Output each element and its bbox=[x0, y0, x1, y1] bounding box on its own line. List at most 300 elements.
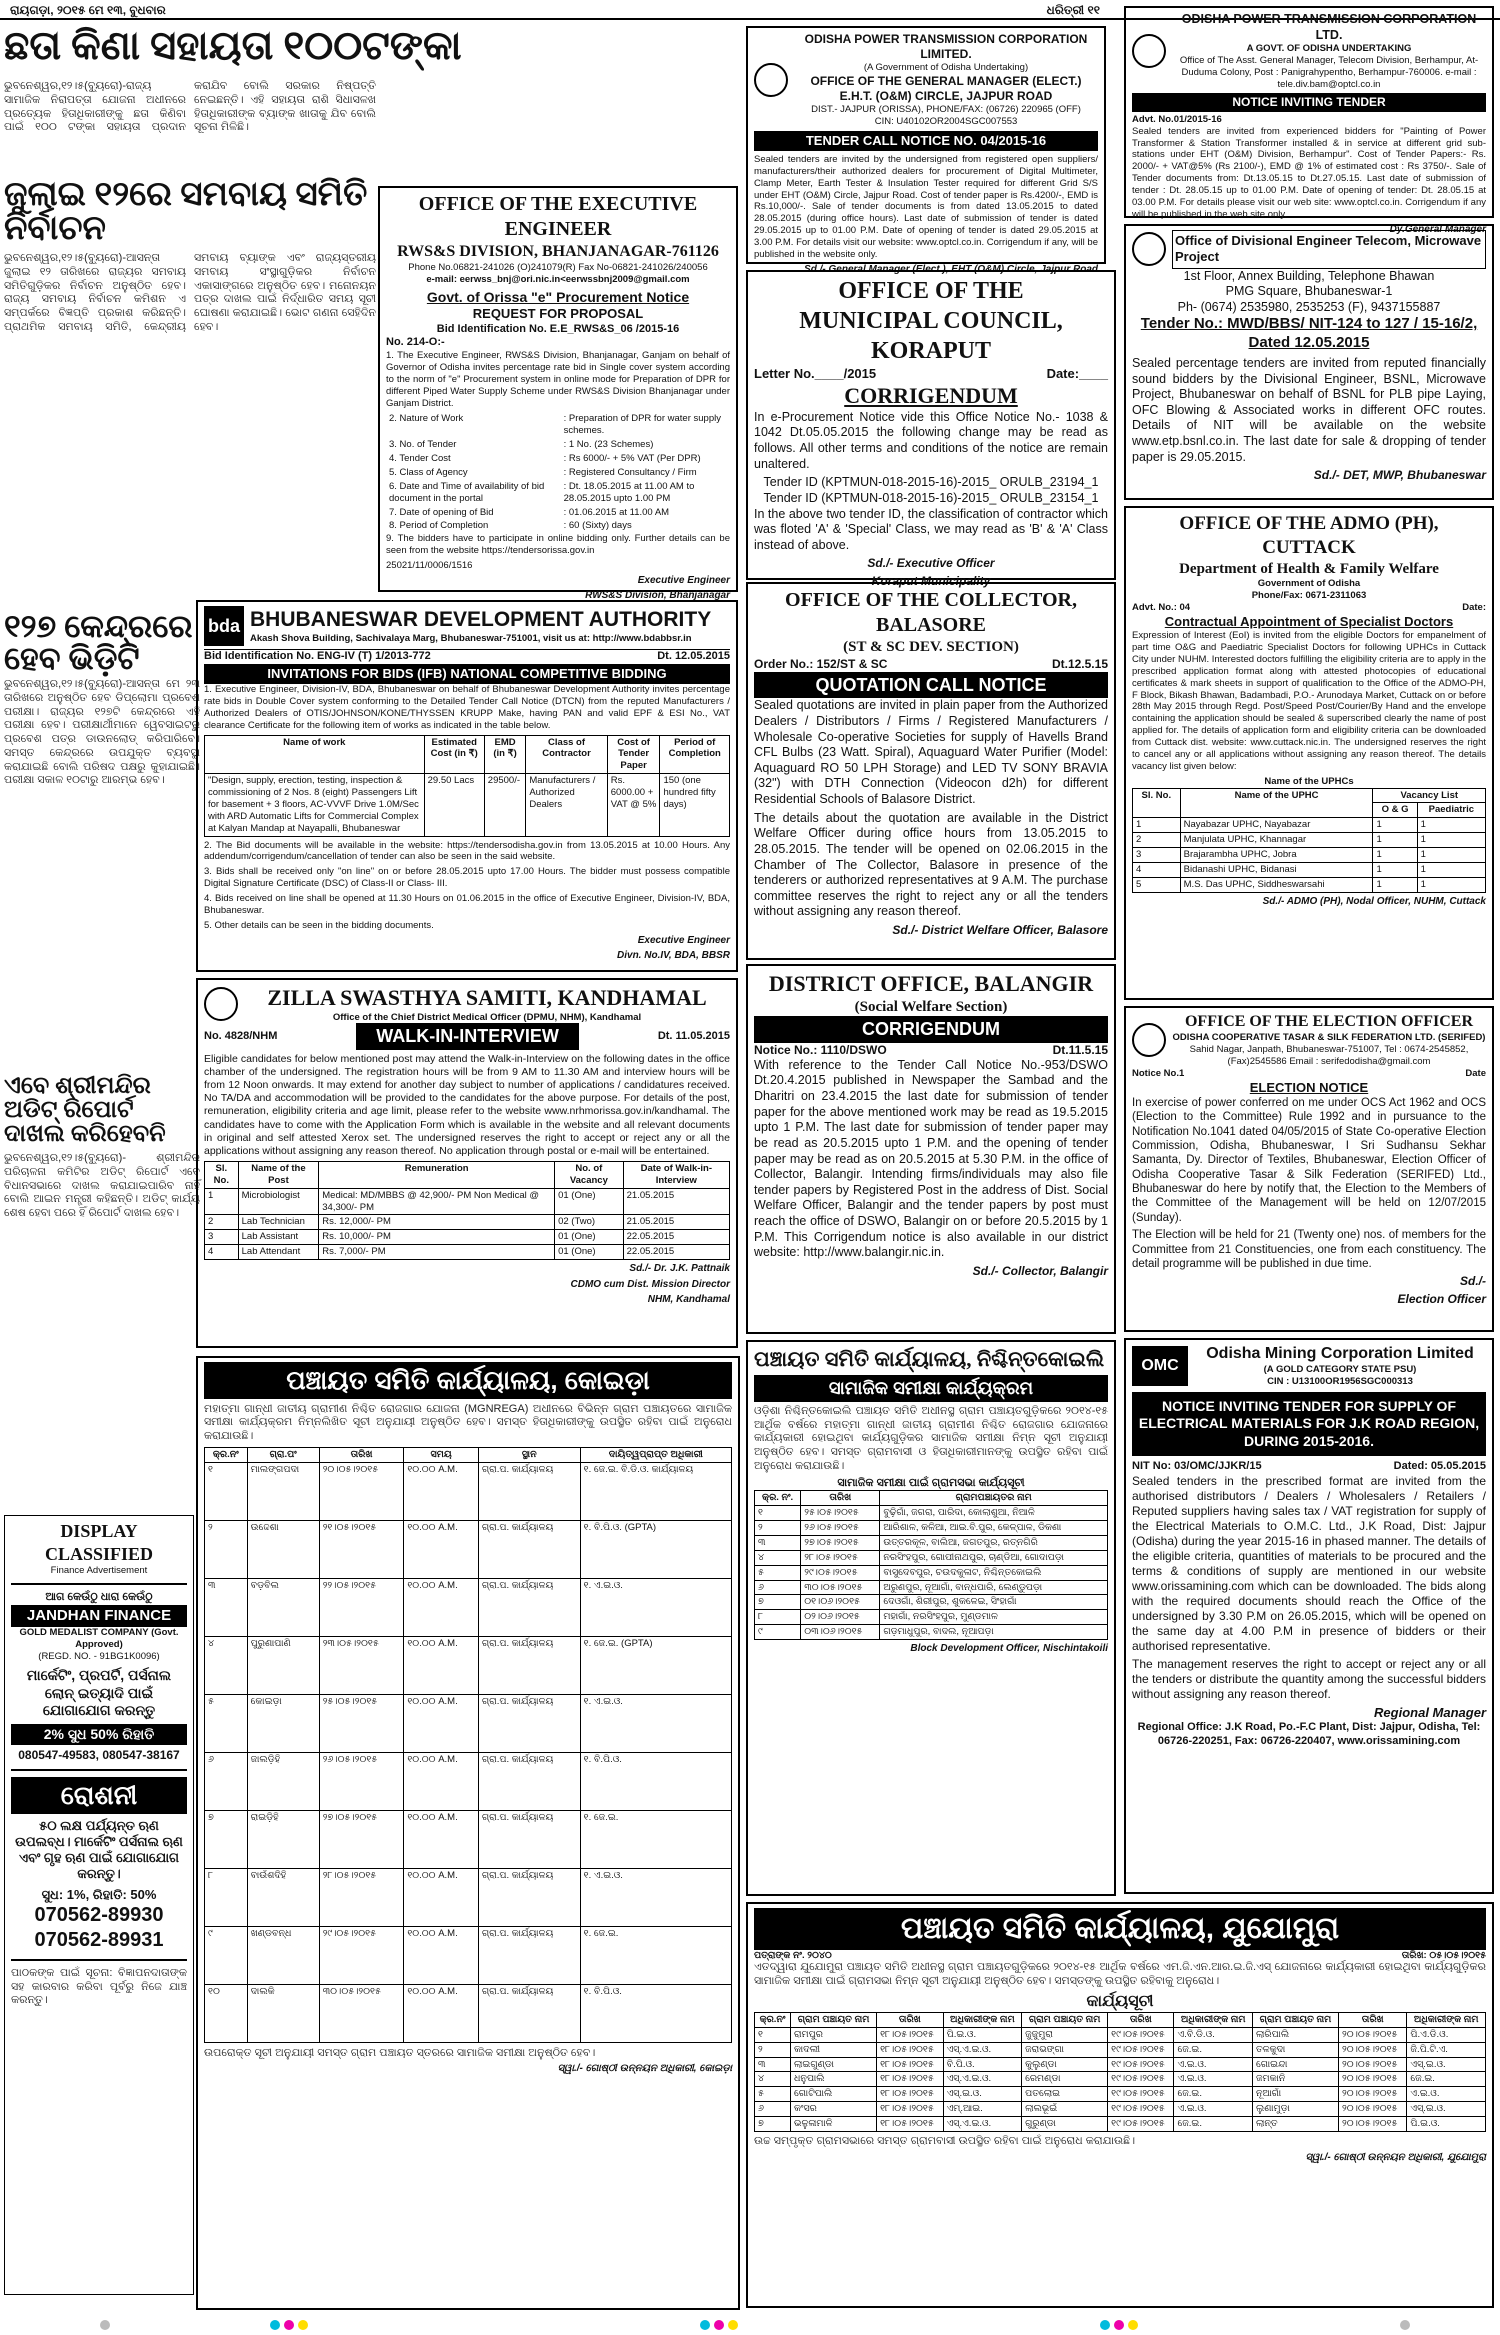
jandhan-odia: ମାର୍କେଟିଂ, ପ୍ରପର୍ଟି, ପର୍ସନାଲ ଲୋନ୍ ଇତ୍ୟାଦି ପାଇଁ ଯୋଗାଯୋଗ କରନ୍ତୁ bbox=[26, 1667, 172, 1718]
koraput-p1: In e-Procurement Notice vide this Office Notice No.- 1038 & 1042 Dt.05.05.2015 the following change may be read as follows. All other terms and conditions of the notice are remain unaltered. bbox=[754, 409, 1108, 471]
roshni-phone-2: 070562-89931 bbox=[34, 1928, 164, 1951]
bsnl-tender: Tender No.: MWD/BBS/ NIT-124 to 127 / 15-16/2, Dated 12.05.2015 bbox=[1140, 315, 1478, 352]
jujomura-body: ଏତଦ୍ୱାରା ଯୁଯୋମୁରା ପଞ୍ଚାୟତ ସମିତି ଅଧୀନସ୍ଥ ଗ୍ରାମ ପଞ୍ଚାୟତଗୁଡ଼ିକରେ ୨୦୧୪-୧୫ ଆର୍ଥିକ ବର୍ଷରେ ଏମ.ଜି.ଏନ.ଆର.ଇ.ଜି.ଏସ୍ ଯୋଜନାରେ କାର୍ଯ୍ୟକାରୀ ହୋଇଥିବା କାର୍ଯ୍ୟଗୁଡ଼ିକର ସାମାଜିକ ସମୀକ୍ଷା ପାଇଁ ଗ୍ରାମସଭା ନିମ୍ନ ସୂଚୀ ଅନୁଯାୟୀ ଅନୁଷ୍ଠିତ ହେବ। ସମସ୍ତଙ୍କୁ ଉପସ୍ଥିତ ରହିବାକୁ ଅନୁରୋଧ। bbox=[754, 1961, 1486, 1988]
balasore-t2: (ST & SC DEV. SECTION) bbox=[843, 639, 1019, 655]
koida-cell: ଜାଲଡ଼ିହି bbox=[247, 1752, 319, 1810]
bda-col: Estimated Cost (in ₹) bbox=[424, 735, 484, 774]
jujomura-cell: କଂସର bbox=[790, 2102, 876, 2117]
admo-cell: 1 bbox=[1373, 833, 1417, 848]
koida-cell: ବଡ଼ବିଲ bbox=[247, 1578, 319, 1636]
koida-row bbox=[205, 1926, 732, 1984]
jandhan-phone: 080547-49583, 080547-38167 bbox=[18, 1748, 180, 1762]
jujomura-cell: ଜେ.ଇ. bbox=[1174, 2042, 1252, 2057]
balasore-order: Order No.: 152/ST & SC bbox=[754, 656, 888, 671]
reg-mark bbox=[700, 2320, 710, 2330]
jandhan-rate: 2% ସୁଧ 50% ରିହାତି bbox=[11, 1724, 187, 1746]
koida-cell: ୨୨।୦୫।୨୦୧୫ bbox=[319, 1578, 404, 1636]
koida-col: ତାରିଖ bbox=[319, 1447, 404, 1462]
balangir-no: Notice No.: 1110/DSWO bbox=[754, 1042, 887, 1057]
omc-sig2: Regional Office: J.K Road, Po.-F.C Plant, Dist: Jajpur, Odisha, Tel: 06726-220251, Fax: 06726-220407, www.orissamining.com bbox=[1137, 1721, 1481, 1747]
bsnl-notice bbox=[1124, 224, 1494, 500]
jujomura-cell: ୨୦।୦୫।୨୦୧୫ bbox=[1339, 2117, 1407, 2132]
admo-cell: 1 bbox=[1417, 862, 1485, 877]
koida-cell: ୧୦.୦୦ A.M. bbox=[404, 1636, 479, 1694]
koida-cell: ୧୦.୦୦ A.M. bbox=[404, 1926, 479, 1984]
nischinta-tbl-title: ସାମାଜିକ ସମୀକ୍ଷା ପାଇଁ ଗ୍ରାମସଭା କାର୍ଯ୍ୟସୂଚୀ bbox=[837, 1476, 1025, 1489]
bda-n3: 3. Bids shall be received only "on line" on or before 28.05.2015 upto 17.00 Hours. The bidder must possess compatible Digital Signature Certificate (DSC) of Class-II or Class- III. bbox=[204, 866, 730, 890]
bsnl-t2: 1st Floor, Annex Building, Telephone Bhawan bbox=[1183, 268, 1435, 283]
koida-head: ପଞ୍ଚାୟତ ସମିତି କାର୍ଯ୍ୟାଳୟ, କୋଇଡ଼ା bbox=[204, 1362, 732, 1399]
jujomura-cell: ଏମ୍.ଆଇ. bbox=[943, 2102, 1021, 2117]
bda-sig: Executive Engineer bbox=[637, 934, 730, 946]
admo-row bbox=[1133, 818, 1486, 833]
optcl1-t1: ODISHA POWER TRANSMISSION CORPORATION LIMITED. bbox=[804, 32, 1088, 61]
optcl2-sig: Dy.General Manager bbox=[1389, 223, 1486, 235]
jujomura-cell: ପତଲୋଇ bbox=[1022, 2087, 1108, 2102]
rws-details bbox=[386, 412, 730, 533]
election-sig: Sd./- bbox=[1460, 1274, 1486, 1289]
optcl2-t1: ODISHA POWER TRANSMISSION CORPORATION LTD. bbox=[1181, 12, 1477, 42]
admo-cell: 3 bbox=[1133, 848, 1181, 863]
jujomura-row bbox=[755, 2042, 1486, 2057]
optcl2-body: Sealed tenders are invited from experienced bidders for "Painting of Power Transformer & Station Transformer installed & in service at different grid sub-stations under EHT (O&M) Division, Berhampur". Cost of Tender Papers:- Rs. 2000/- + VAT@5% (Rs 2100/-), EMD @ 1% of estimated cost : Rs 3750/-. Sale of Tender documents from: Dt.13.05.15 to Dt.27.05.15. Last date of submission of tender : Dt. 28.05.15 up to 01.00 P.M. Date of opening of tender: Dt. 28.05.15 at 03.00 P.M. For details please visit our web site: www.optcl.co.in. Corrigendum if any will be published in the web site only. bbox=[1132, 125, 1486, 220]
jujomura-cell: ପି.ଏ.ଡି.ଓ. bbox=[1407, 2027, 1486, 2042]
rws-cell: : 1 No. (23 Schemes) bbox=[563, 439, 654, 451]
headline-exam: ୧୨୭ କେନ୍ଦ୍ରରେ ହେବ ଭିଡ଼ିଟି bbox=[4, 608, 193, 676]
omc-t1: Odisha Mining Corporation Limited bbox=[1206, 1345, 1474, 1362]
koraput-sig: Sd./- Executive Officer bbox=[867, 556, 995, 571]
jujomura-cell: ଏସ୍.ଏ.ଇ.ଓ. bbox=[943, 2072, 1021, 2087]
jujomura-cell: ୩ bbox=[755, 2057, 791, 2072]
jandhan-head: ଆଗ କେଉଁଠୁ ଧାରା କେଉଁଠୁ bbox=[45, 1590, 153, 1603]
admo-t2: Department of Health & Family Welfare bbox=[1179, 560, 1439, 577]
jujomura-cell: ନୂଆଗାଁ bbox=[1252, 2087, 1338, 2102]
koraput-tender-id: Tender ID (KPTMUN-018-2015-16)-2015_ ORULB_23194_1 bbox=[763, 475, 1099, 490]
koida-row bbox=[205, 1810, 732, 1868]
reg-mark bbox=[1400, 2320, 1410, 2330]
zss-cell: Lab Technician bbox=[238, 1215, 319, 1230]
rws-cell: : Rs 6000/- + 5% VAT (Per DPR) bbox=[563, 453, 701, 464]
jujomura-cell: ୧୮।୦୫।୨୦୧୫ bbox=[877, 2027, 944, 2042]
jujomura-cell: ଭଳୁଳାମାଳି bbox=[790, 2117, 876, 2132]
jujomura-col: କ୍ର.ନଂ bbox=[755, 2012, 791, 2027]
reg-mark bbox=[1128, 2320, 1138, 2330]
classified-sub: Finance Advertisement bbox=[50, 1565, 148, 1576]
admo-cell: 1 bbox=[1373, 862, 1417, 877]
bsnl-t3: PMG Square, Bhubaneswar-1 bbox=[1225, 284, 1393, 299]
balangir-sig: Sd./- Collector, Balangir bbox=[972, 1263, 1108, 1278]
jujomura-cell: ବି.ପି.ଓ. bbox=[943, 2057, 1021, 2072]
balangir-notice bbox=[746, 964, 1116, 1334]
koida-cell: ୩୦।୦୫।୨୦୧୫ bbox=[319, 1984, 404, 2042]
balangir-date: Dt.11.5.15 bbox=[1052, 1042, 1108, 1057]
zss-cell: 22.05.2015 bbox=[623, 1230, 729, 1245]
nischinta-cell: ୭ bbox=[755, 1595, 801, 1610]
bda-cell: 150 (one hundred fifty days) bbox=[660, 774, 730, 836]
optcl1-t4: E.H.T. (O&M) CIRCLE, JAJPUR ROAD bbox=[839, 88, 1053, 103]
rws-subtitle: RWS&S DIVISION, BHANJANAGAR-761126 bbox=[397, 243, 719, 260]
rws-cell: : 60 (Sixty) days bbox=[563, 520, 632, 532]
nischinta-sub: ସାମାଜିକ ସମୀକ୍ଷା କାର୍ଯ୍ୟକ୍ରମ bbox=[754, 1375, 1108, 1402]
admo-col-name: Name of the UPHC bbox=[1180, 788, 1373, 818]
koida-cell: ୫ bbox=[205, 1694, 248, 1752]
balasore-body: Sealed quotations are invited in plain paper from the Authorized Dealers / Distributors / Firms / Registered Manufacturers / Wholesale Co-operative Societies for supply of Havells Brand CFL Bulbs (23 Watt. Spiral), Aquaguard Water Purifier (Model: Aquaguard RO 50 LPH Storage) and LED TV SONY BRAVIA (32") with DTH Connection (Videocon d2h) for different Residential Schools of Balasore District. bbox=[754, 698, 1108, 806]
jujomura-row bbox=[755, 2072, 1486, 2087]
jujomura-row bbox=[755, 2117, 1486, 2132]
nischinta-cell: ୩ bbox=[755, 1535, 801, 1550]
jujomura-head: ପଞ୍ଚାୟତ ସମିତି କାର୍ଯ୍ୟାଳୟ, ଯୁଯୋମୁରା bbox=[754, 1908, 1486, 1950]
zss-walkin: WALK-IN-INTERVIEW bbox=[356, 1023, 579, 1050]
classified-note: ପାଠକଙ୍କ ପାଇଁ ସୂଚନା: ବିଜ୍ଞାପନଦାତାଙ୍କ ସହ କାରବାର କରିବା ପୂର୍ବରୁ ନିଜେ ଯାଞ୍ଚ କରନ୍ତୁ। bbox=[11, 1966, 187, 2007]
jujomura-cell: ଏସ୍.ଇ.ଓ. bbox=[1407, 2057, 1486, 2072]
jujomura-col: ଅଧିକାରୀଙ୍କ ନାମ bbox=[1174, 2012, 1252, 2027]
jujomura-cell: ୫ bbox=[755, 2087, 791, 2102]
zss-subtitle: Office of the Chief District Medical Officer (DPMU, NHM), Kandhamal bbox=[332, 1011, 642, 1023]
jujomura-cell: ୧୮।୦୫।୨୦୧୫ bbox=[877, 2057, 944, 2072]
omc-nit: NIT No: 03/OMC/JJKR/15 bbox=[1132, 1460, 1262, 1473]
election-t1: OFFICE OF THE ELECTION OFFICER bbox=[1184, 1013, 1474, 1030]
article-cooperative: ଭୁବନେଶ୍ୱର,୧୨।୫(ବ୍ୟୁରୋ)-ଆସନ୍ତା ଜୁଲାଇ ୧୨ ତାରିଖରେ ରାଜ୍ୟର ସମବାୟ ସମିତିଗୁଡ଼ିକର ନିର୍ବାଚନ ଅନୁଷ୍ଠିତ ହେବ। ରାଜ୍ୟ ସମବାୟ ନିର୍ବାଚନ କମିଶନ ଏ ସମ୍ପର୍କରେ ବିଜ୍ଞପ୍ତି ପ୍ରକାଶ କରିଛନ୍ତି। ପ୍ରାଥମିକ ସମବାୟ ସମିତି, କେନ୍ଦ୍ରୀୟ ସମବାୟ ବ୍ୟାଙ୍କ ଏବଂ ରାଜ୍ୟସ୍ତରୀୟ ସମବାୟ ସଂସ୍ଥାଗୁଡ଼ିକର ନିର୍ବାଚନ ଏକାସାଙ୍ଗରେ ଅନୁଷ୍ଠିତ ହେବ। ମନୋନୟନ ପତ୍ର ଦାଖଲ ପାଇଁ ନିର୍ଦ୍ଧାରିତ ସମୟ ସୂଚୀ ଘୋଷଣା କରାଯାଇଛି। ଭୋଟ ଗଣନା ସେହିଦିନ ହେବ। bbox=[4, 252, 376, 333]
rws-row bbox=[386, 506, 730, 520]
bda-title: BHUBANESWAR DEVELOPMENT AUTHORITY bbox=[250, 607, 712, 631]
zss-notice bbox=[196, 978, 738, 1348]
optcl-berhampur-notice bbox=[1124, 6, 1494, 235]
optcl-logo-2 bbox=[1132, 34, 1166, 68]
koida-col: ସ୍ଥାନ bbox=[478, 1447, 580, 1462]
rws-notice bbox=[378, 186, 738, 602]
election-notice bbox=[1124, 1006, 1494, 1332]
article-umbrella: ଭୁବନେଶ୍ୱର,୧୨।୫(ବ୍ୟୁରୋ)-ରାଜ୍ୟ ସାମାଜିକ ନିରାପତ୍ତା ଯୋଜନା ଅଧୀନରେ ପ୍ରତ୍ୟେକ ହିତାଧିକାରୀଙ୍କୁ ଛତା କିଣିବା ପାଇଁ ୧୦୦ ଟଙ୍କା ସହାୟତା ପ୍ରଦାନ କରାଯିବ ବୋଲି ସରକାର ନିଷ୍ପତ୍ତି ନେଇଛନ୍ତି। ଏହି ସହାୟତା ରାଶି ସିଧାସଳଖ ହିତାଧିକାରୀଙ୍କ ବ୍ୟାଙ୍କ ଖାତାକୁ ଯିବ ବୋଲି ସୂଚନା ମିଳିଛି। bbox=[4, 80, 376, 134]
koida-row bbox=[205, 1578, 732, 1636]
election-t3: Sahid Nagar, Janpath, Bhubaneswar-751007, Tel : 0674-2545852, (Fax)2545586 Email : serifedodisha@gmail.com bbox=[1189, 1043, 1469, 1067]
zss-col: Date of Walk-in-Interview bbox=[623, 1161, 729, 1188]
bda-col: Name of work bbox=[205, 735, 425, 774]
koraput-notice bbox=[746, 270, 1116, 589]
admo-cell: Nayabazar UPHC, Nayabazar bbox=[1180, 818, 1373, 833]
nischinta-cell: ୬ bbox=[755, 1580, 801, 1595]
jujomura-cell: ୨୦।୦୫।୨୦୧୫ bbox=[1339, 2072, 1407, 2087]
jujomura-notice bbox=[746, 1902, 1494, 2308]
koida-cell: ଦାଲକି bbox=[247, 1984, 319, 2042]
jandhan-name: JANDHAN FINANCE bbox=[11, 1605, 187, 1628]
rws-head2: REQUEST FOR PROPOSAL bbox=[472, 306, 644, 322]
admo-t3: Government of Odisha bbox=[1257, 578, 1361, 590]
bda-cell: Rs. 6000.00 + VAT @ 5% bbox=[607, 774, 660, 836]
nischinta-cell: ୪ bbox=[755, 1550, 801, 1565]
bda-n5: 5. Other details can be seen in the bidding documents. bbox=[204, 919, 434, 931]
zss-sig: Sd./- Dr. J.K. Pattnaik bbox=[629, 1263, 730, 1274]
zss-row bbox=[205, 1215, 730, 1230]
zss-cell: 4 bbox=[205, 1245, 239, 1260]
zss-cell: 1 bbox=[205, 1188, 239, 1215]
nischinta-row bbox=[755, 1580, 1108, 1595]
jujomura-col: ଗ୍ରାମ ପଞ୍ଚାୟତ ନାମ bbox=[1252, 2012, 1338, 2027]
jujomura-date: ତାରିଖ: ୦୫।୦୫।୨୦୧୫ bbox=[1401, 1949, 1486, 1961]
reg-mark bbox=[714, 2320, 724, 2330]
rws-email: e-mail: eerwss_bnj@ori.nic.in<eerwssbnj2009@gmail.com bbox=[426, 273, 690, 285]
zss-cell: 01 (One) bbox=[555, 1245, 624, 1260]
headline-temple-audit: ଏବେ ଶ୍ରୀମନ୍ଦିର ଅଡିଟ୍ ରିପୋର୍ଟ ଦାଖଲ କରିହେବନି bbox=[4, 1073, 166, 1147]
admo-cell: M.S. Das UPHC, Siddheswarsahi bbox=[1180, 877, 1373, 892]
zss-row bbox=[205, 1230, 730, 1245]
nischinta-cell: ୨୬।୦୫।୨୦୧୫ bbox=[801, 1521, 880, 1536]
koida-cell: ୧ bbox=[205, 1462, 248, 1520]
nischinta-cell: ଅରୁଣପୁର, ନୂଆଗାଁ, ବାନ୍ଧପାରି, ଲେଣ୍ଡୁପଡ଼ା bbox=[880, 1580, 1108, 1595]
koida-cell: ୨୦।୦୫।୨୦୧୫ bbox=[319, 1462, 404, 1520]
zss-cell: 01 (One) bbox=[555, 1230, 624, 1245]
nischinta-body: ଓଡ଼ିଶା ନିଶ୍ଚିନ୍ତକୋଇଲି ପଞ୍ଚାୟତ ସମିତି ଅଧୀନସ୍ଥ ଗ୍ରାମ ପଞ୍ଚାୟତଗୁଡ଼ିକରେ ୨୦୧୪-୧୫ ଆର୍ଥିକ ବର୍ଷରେ ମହାତ୍ମା ଗାନ୍ଧୀ ଜାତୀୟ ଗ୍ରାମୀଣ ନିଶ୍ଚିତ ରୋଜଗାର ଯୋଜନାରେ କାର୍ଯ୍ୟକାରୀ ହୋଇଥିବା କାର୍ଯ୍ୟଗୁଡ଼ିକର ସାମାଜିକ ସମୀକ୍ଷା ନିମ୍ନ ସୂଚୀ ଅନୁଯାୟୀ ଅନୁଷ୍ଠିତ ହେବ। ସମସ୍ତ ଗ୍ରାମବାସୀ ଓ ହିତାଧିକାରୀମାନଙ୍କୁ ଉପସ୍ଥିତ ରହିବା ପାଇଁ ଅନୁରୋଧ କରାଯାଉଛି। bbox=[754, 1404, 1108, 1472]
zss-cell: Rs. 10,000/- PM bbox=[319, 1230, 555, 1245]
admo-body: Expression of Interest (EoI) is invited from the eligible Doctors for empanelment of part time O&G and Paediatric Specialist Doctors for following UPHCs in Cuttack City under NUHM. Interested doctors fulfilling the eligibility criteria are to apply in the prescribed application format along with attested photocopies of educational certificates & mark sheets in support of qualification to the Office of the ADMO-PH, F Block, Bikash Bhawan, Badambadi, P.O.- Arunodaya Market, Cuttack on or before 28th May 2015 through Regd. Post/Speed Post/Courier/By Hand and the envelope containing the application should be sealed & superscribed clearly the name of post applied for. The details of application form and eligibility criteria can be downloaded from Cuttack dist. website: www.cuttack.nic.in. The undersigned reserves the right to cancel any or all applications without assigning any reason thereof. The details vacancy list given below: bbox=[1132, 630, 1486, 772]
bda-table bbox=[204, 735, 730, 837]
koida-cell: ୧. ଜେ.ଇ. bbox=[580, 1926, 731, 1984]
bda-cell: "Design, supply, erection, testing, inspection & commissioning of 2 Nos. 8 (eight) Passengers Lift for basement + 3 floors, AC-VVVF Drive 1.0M/Sec with ARD Automatic Lifts for Commercial Complex at Kalyan Mandap at Nayapalli, Bhubaneswar bbox=[205, 774, 425, 836]
news-column-lower bbox=[4, 610, 200, 1610]
zss-cell: 02 (Two) bbox=[555, 1215, 624, 1230]
nischinta-cell: ୨୫।୦୫।୨୦୧୫ bbox=[801, 1506, 880, 1521]
jujomura-cell: ଲାଲଭୂଇଁ bbox=[1022, 2102, 1108, 2117]
jujomura-col: ତାରିଖ bbox=[1339, 2012, 1407, 2027]
jujomura-col: ଅଧିକାରୀଙ୍କ ନାମ bbox=[943, 2012, 1021, 2027]
admo-cell: Brajarambha UPHC, Jobra bbox=[1180, 848, 1373, 863]
koida-cell: ଗ୍ରା.ପ. କାର୍ଯ୍ୟାଳୟ bbox=[478, 1868, 580, 1926]
koida-cell: ଗ୍ରା.ପ. କାର୍ଯ୍ୟାଳୟ bbox=[478, 1926, 580, 1984]
jujomura-cell: ପି.ଇ.ଓ. bbox=[943, 2027, 1021, 2042]
admo-notice bbox=[1124, 506, 1494, 1000]
bda-col: Cost of Tender Paper bbox=[607, 735, 660, 774]
koraput-t2: MUNICIPAL COUNCIL, KORAPUT bbox=[799, 308, 1063, 364]
nischinta-col: ଗ୍ରାମପଞ୍ଚାୟତର ନାମ bbox=[880, 1491, 1108, 1506]
admo-cell: 2 bbox=[1133, 833, 1181, 848]
jandhan-sub: GOLD MEDALIST COMPANY (Govt. Approved) bbox=[19, 1627, 179, 1651]
reg-mark bbox=[728, 2320, 738, 2330]
rws-row bbox=[386, 452, 730, 466]
roshni-name: ରୋଶନୀ bbox=[11, 1777, 187, 1814]
zss-cell: Rs. 7,000/- PM bbox=[319, 1245, 555, 1260]
koida-cell: ୨୫।୦୫।୨୦୧୫ bbox=[319, 1694, 404, 1752]
balangir-corr: CORRIGENDUM bbox=[754, 1016, 1108, 1043]
jujomura-cell: ୪ bbox=[755, 2072, 791, 2087]
nischinta-cell: ୮ bbox=[755, 1610, 801, 1625]
omc-body: Sealed tenders in the prescribed format are invited from the authorised distributors / Dealers / Wholesalers / Retailers / Reputed suppliers having sales tax / VAT registration for supply of the Electrical Materials to O.M.C. Ltd., J.K Road, Dist: Jajpur (Odisha) during the year 2015-16 in phased manner. The details of the eligible criteria, quantities of materials to be procured and the terms & conditions of supply are mentioned in our website www.orissamining.com which can be downloaded. The bids along with the required documents should reach the Office of the undersigned by 3.30 P.M on 26.05.2015, which will be opened on the same day at 4.00 P.M in presence of bidders or their authorised representative. bbox=[1132, 1474, 1486, 1653]
jujomura-cell: ଲାଇଗୁଣ୍ଡା bbox=[790, 2057, 876, 2072]
jujomura-col: ଅଧିକାରୀଙ୍କ ନାମ bbox=[1407, 2012, 1486, 2027]
koida-cell: ବାଉଁଶଦିହି bbox=[247, 1868, 319, 1926]
jujomura-cell: ୧୮।୦୫।୨୦୧୫ bbox=[877, 2042, 944, 2057]
election-body: In exercise of power conferred on me under OCS Act 1962 and OCS (Election to the Committee) Rule 1992 and in pursuance to the Notification No.1041 dated 04/05/2015 of State Co-operative Election Commission, Odisha, Bhubaneswar, I Sri Sudhansu Sekhar Samanta, Dy. Director of Textiles, Bhubaneswar, Election Officer of Odisha Cooperative Tasar & Silk Federation (SERIFED) Ltd., Bhubaneswar do here by notify that, the Election to the Members of the Committee of the Management will be held on 12/07/2015 (Sunday). bbox=[1132, 1096, 1486, 1224]
koida-col: କ୍ର.ନଂ bbox=[205, 1447, 248, 1462]
display-classified bbox=[4, 1515, 194, 2295]
koraput-t1: OFFICE OF THE bbox=[838, 278, 1024, 304]
koida-cell: ୧୦.୦୦ A.M. bbox=[404, 1694, 479, 1752]
omc-head: NOTICE INVITING TENDER FOR SUPPLY OF ELECTRICAL MATERIALS FOR J.K ROAD REGION, DURING 2015-2016. bbox=[1132, 1392, 1486, 1457]
omc-logo: OMC bbox=[1132, 1346, 1188, 1386]
bda-p1: 1. Executive Engineer, Division-IV, BDA, Bhubaneswar on behalf of Bhubaneswar Development Authority invites percentage rate bids in Double Cover system conforming to the Detailed Tender Call Notice (DTCN) from the reputed Manufacturers / Authorized Dealers of OTIS/JOHNSON/KONE/THYSSEN KRUPP Make, having PAN and valid EPF & ESI No., VAT clearance Certificate for the following item of works as indicated in the table below. bbox=[204, 684, 730, 731]
reg-mark bbox=[284, 2320, 294, 2330]
jujomura-cell: ଏସ୍.ଇ.ଓ. bbox=[1407, 2102, 1486, 2117]
jujomura-cell: ଗୋଇନ୍ଦା bbox=[1252, 2057, 1338, 2072]
bda-cell: 29500/- bbox=[484, 774, 526, 836]
optcl1-t5: DIST.- JAJPUR (ORISSA), PHONE/FAX: (06726) 220965 (OFF) bbox=[811, 103, 1081, 115]
zss-row bbox=[205, 1245, 730, 1260]
koida-row bbox=[205, 1984, 732, 2042]
koida-cell: ୧. ଜେ.ଇ. ବି.ଡି.ଓ. କାର୍ଯ୍ୟାଳୟ bbox=[580, 1462, 731, 1520]
zss-col: No. of Vacancy bbox=[555, 1161, 624, 1188]
admo-cell: 1 bbox=[1417, 877, 1485, 892]
koida-cell: ଗ୍ରା.ପ. କାର୍ଯ୍ୟାଳୟ bbox=[478, 1752, 580, 1810]
reg-mark bbox=[298, 2320, 308, 2330]
rws-cell: 6. Date and Time of availability of bid document in the portal bbox=[389, 480, 545, 504]
admo-cell: Bidanashi UPHC, Bidanasi bbox=[1180, 862, 1373, 877]
zss-cell: 3 bbox=[205, 1230, 239, 1245]
koida-cell: ୨ bbox=[205, 1520, 248, 1578]
admo-date: Date: bbox=[1462, 602, 1486, 613]
koida-cell: ୮ bbox=[205, 1868, 248, 1926]
nischinta-row bbox=[755, 1595, 1108, 1610]
bda-col: EMD (in ₹) bbox=[484, 735, 526, 774]
jujomura-cell: ୭ bbox=[755, 2117, 791, 2132]
nischinta-col: କ୍ର. ନଂ. bbox=[755, 1491, 801, 1506]
nischinta-cell: ବୁଢ଼ିଗାଁ, ଜଗରା, ପାରିଦା, କୋଲାଶୁଆ, ନିଆଳି bbox=[880, 1506, 1108, 1521]
jujomura-cell: ଜମକାନି bbox=[1252, 2072, 1338, 2087]
jujomura-cell: ଜେ.ଇ. bbox=[1407, 2072, 1486, 2087]
bda-cell: 29.50 Lacs bbox=[424, 774, 484, 836]
koida-cell: ୧୦ bbox=[205, 1984, 248, 2042]
koida-cell: ୪ bbox=[205, 1636, 248, 1694]
koida-cell: ୨୩।୦୫।୨୦୧୫ bbox=[319, 1636, 404, 1694]
rws-sig2: RWS&S Division, Bhanjanagar bbox=[585, 590, 730, 602]
admo-t1: OFFICE OF THE ADMO (PH), CUTTACK bbox=[1179, 513, 1439, 558]
koida-cell: ଉଦ୍ଦେଶା bbox=[247, 1520, 319, 1578]
bsnl-logo bbox=[1132, 232, 1166, 266]
balasore-t1: OFFICE OF THE COLLECTOR, BALASORE bbox=[785, 589, 1077, 636]
koraput-date: Date:____ bbox=[1046, 366, 1108, 381]
rws-sig: Executive Engineer bbox=[637, 574, 730, 586]
koida-body: ମହାତ୍ମା ଗାନ୍ଧୀ ଜାତୀୟ ଗ୍ରାମୀଣ ନିଶ୍ଚିତ ରୋଜଗାର ଯୋଜନା (MGNREGA) ଅଧୀନରେ ବିଭିନ୍ନ ଗ୍ରାମ ପଞ୍ଚାୟତରେ ସାମାଜିକ ସମୀକ୍ଷା କାର୍ଯ୍ୟକ୍ରମ ନିମ୍ନଲିଖିତ ସୂଚୀ ଅନୁଯାୟୀ ଅନୁଷ୍ଠିତ ହେବ। ସମସ୍ତ ହିତାଧିକାରୀଙ୍କୁ ଉପସ୍ଥିତ ରହିବା ପାଇଁ ଅନୁରୋଧ କରାଯାଉଛି। bbox=[204, 1402, 732, 1442]
jujomura-cell: ଜେ.ଇ. bbox=[1174, 2087, 1252, 2102]
zss-sig2: CDMO cum Dist. Mission Director bbox=[570, 1278, 730, 1290]
optcl-jajpur-notice bbox=[746, 26, 1106, 275]
admo-sig: Sd./- ADMO (PH), Nodal Officer, NUHM, Cuttack bbox=[1262, 895, 1486, 907]
koida-cell: ଗ୍ରା.ପ. କାର୍ଯ୍ୟାଳୟ bbox=[478, 1984, 580, 2042]
rws-title: OFFICE OF THE EXECUTIVE ENGINEER bbox=[418, 193, 698, 240]
jujomura-cell: ୧୮।୦୫।୨୦୧୫ bbox=[877, 2102, 944, 2117]
koida-cell: ପୁରୁଣାପାଣି bbox=[247, 1636, 319, 1694]
jujomura-row bbox=[755, 2027, 1486, 2042]
election-t2: ODISHA COOPERATIVE TASAR & SILK FEDERATION LTD. (SERIFED) bbox=[1172, 1032, 1486, 1043]
zss-table bbox=[204, 1161, 730, 1260]
nischinta-cell: ୨୭।୦୫।୨୦୧୫ bbox=[801, 1535, 880, 1550]
bsnl-sig: Sd./- DET, MWP, Bhubaneswar bbox=[1313, 468, 1486, 483]
zss-cell: 21.05.2015 bbox=[623, 1188, 729, 1215]
election-sig2: Election Officer bbox=[1397, 1292, 1486, 1307]
admo-cell: 1 bbox=[1133, 818, 1181, 833]
rws-p1: 1. The Executive Engineer, RWS&S Division, Bhanjanagar, Ganjam on behalf of Governor of Odisha invites percentage rate bid in Single cover system according to the norm of "e" Procurement system in online mode for Preparation of DPR for different Piped Water Supply Scheme under RWS&S Division Bhanjanagar under Ganjam District. bbox=[386, 350, 730, 409]
koida-cell: ୭ bbox=[205, 1810, 248, 1868]
headline-umbrella: ଛତା କିଣା ସହାୟତା ୧୦୦ଟଙ୍କା bbox=[4, 23, 462, 68]
jujomura-cell: ୨୦।୦୫।୨୦୧୫ bbox=[1339, 2042, 1407, 2057]
optcl2-adv: Advt. No.01/2015-16 bbox=[1132, 113, 1222, 125]
rws-ref: 25021/11/0006/1516 bbox=[386, 560, 473, 571]
koida-cell: ୧. ବି.ପି.ଓ. bbox=[580, 1984, 731, 2042]
nischinta-head: ପଞ୍ଚାୟତ ସମିତି କାର୍ଯ୍ୟାଳୟ, ନିଶ୍ଚିନ୍ତକୋଇଲି bbox=[754, 1347, 1105, 1371]
jujomura-cell: ୧୯।୦୫।୨୦୧୫ bbox=[1108, 2072, 1174, 2087]
nischinta-row bbox=[755, 1610, 1108, 1625]
zss-row bbox=[205, 1188, 730, 1215]
koida-row bbox=[205, 1752, 732, 1810]
koida-cell: ୧. ଜେ.ଇ. (GPTA) bbox=[580, 1636, 731, 1694]
admo-cell: 1 bbox=[1373, 848, 1417, 863]
bda-invitation: INVITATIONS FOR BIDS (IFB) NATIONAL COMPETITIVE BIDDING bbox=[204, 664, 730, 684]
zss-body: Eligible candidates for below mentioned post may attend the Walk-in-Interview on the following dates in the office chamber of the undersigned. The registration hours will be from 9 AM to 11.30 AM and interview hours will be from 12 Noon onwards. It may extend for another day subject to number of applications / candidatures received. No TA/DA and accommodation will be provided to the candidates for the above purpose. For details of the post, remuneration, eligibility criteria and age limit, please refer to the website www.nrhmorissa.gov.in/kandhamal. The candidates have to come with the Application Form which is available in the website and all relevant documents in original and self attested Xerox set. The undersigned reserves the right to accept or reject any or all the applications without assigning any reason thereof. No application through postal or e-mail will be entertained. bbox=[204, 1052, 730, 1157]
bda-bid: Bid Identification No. ENG-IV (T) 1/2013-772 bbox=[204, 650, 431, 662]
zss-cell: 21.05.2015 bbox=[623, 1215, 729, 1230]
jujomura-cell: ୧୯।୦୫।୨୦୧୫ bbox=[1108, 2117, 1174, 2132]
admo-t4: Phone/Fax: 0671-2311063 bbox=[1251, 590, 1367, 602]
bda-col: Class of Contractor bbox=[526, 735, 607, 774]
jujomura-cell: ଜି.ପି.ଟି.ଏ. bbox=[1407, 2042, 1486, 2057]
omc-t3: CIN : U13100OR1956SGC000313 bbox=[1267, 1375, 1413, 1387]
omc-notice bbox=[1124, 1338, 1494, 1894]
admo-adv: Advt. No.: 04 bbox=[1132, 602, 1191, 613]
jujomura-row bbox=[755, 2102, 1486, 2117]
jujomura-cell: କାଦଲୀ bbox=[790, 2042, 876, 2057]
koida-cell: ମାଲଙ୍ଗପଦା bbox=[247, 1462, 319, 1520]
rws-cell: : Dt. 18.05.2015 at 11.00 AM to 28.05.2015 upto 1.00 PM bbox=[563, 480, 695, 504]
koida-cell: ୧. ଜେ.ଇ. bbox=[580, 1810, 731, 1868]
zss-col: Name of the Post bbox=[238, 1161, 319, 1188]
jujomura-cell: ଏ.ବି.ଡି.ଓ. bbox=[1174, 2027, 1252, 2042]
rws-cell: 4. Tender Cost bbox=[389, 453, 451, 464]
bsnl-t1: Office of Divisional Engineer Telecom, Microwave Project bbox=[1172, 230, 1486, 269]
jujomura-cell: ଲୁଣାମୁଡ଼ା bbox=[1252, 2102, 1338, 2117]
nischinta-cell: ଆରିଶାଳ, କଳିଆ, ଆଇ.ବି.ପୁର, କେଳ୍ପାଳ, ଡିକଣା bbox=[880, 1521, 1108, 1536]
rws-cell: : Registered Consultancy / Firm bbox=[563, 466, 697, 478]
rws-no: No. 214-O:- bbox=[386, 336, 445, 349]
koida-cell: ୧୦.୦୦ A.M. bbox=[404, 1810, 479, 1868]
zss-cell: 2 bbox=[205, 1215, 239, 1230]
jujomura-cell: ଗୁରୁଣ୍ଡା bbox=[1022, 2117, 1108, 2132]
jujomura-cell: ଗୋଟିପାଲି bbox=[790, 2087, 876, 2102]
rws-cell: 5. Class of Agency bbox=[389, 466, 468, 478]
omc-sig: Regional Manager bbox=[1374, 1705, 1486, 1720]
jujomura-cell: ୨ bbox=[755, 2042, 791, 2057]
balangir-body: With reference to the Tender Call Notice No.-953/DSWO Dt.20.4.2015 published in Newspaper the Sambad and the Dharitri on 23.4.2015 the last date for submission of tender paper for the above mentioned work may be read as 19.5.2015 upto 1 P.M. The last date for submission of tender paper may be read as 20.5.2015 upto 1 P.M. and the opening of tender paper may be read as on 20.5.2015 at 5.30 P.M. in the office of Collector, Balangir. Intending firms/individuals may also file tender papers by Registered Post in the address of Dist. Social Welfare Officer, Balangir and the tender papers by post must reach the office of DSWO, Balangir on or before 20.5.2015 by 1 P.M. This Corrigendum notice is also available in our district website: http://www.balangir.nic.in. bbox=[754, 1057, 1108, 1260]
jujomura-row bbox=[755, 2057, 1486, 2072]
bda-logo: bda bbox=[204, 606, 244, 646]
balasore-call: QUOTATION CALL NOTICE bbox=[754, 672, 1108, 699]
jujomura-cell: ଏ.ଇ.ଓ. bbox=[1407, 2087, 1486, 2102]
omc-date: Dated: 05.05.2015 bbox=[1393, 1460, 1486, 1473]
jujomura-table bbox=[754, 2012, 1486, 2132]
jujomura-cell: ୧୮।୦୫।୨୦୧୫ bbox=[877, 2117, 944, 2132]
jujomura-sig: ସ୍ୱା./- ଗୋଷ୍ଠୀ ଉନ୍ନୟନ ଅଧିକାରୀ, ଯୁଯୋମୁରା bbox=[1305, 2151, 1486, 2163]
jujomura-cell: ୧୮।୦୫।୨୦୧୫ bbox=[877, 2072, 944, 2087]
admo-col-paed: Paediatric bbox=[1417, 803, 1485, 818]
optcl2-t3: Office of The Asst. General Manager, Telecom Division, Berhampur, At-Duduma Colony, Post : Panigrahypentho, Berhampur-760006. e-mail : tele.div.bam@optcl.co.in bbox=[1179, 55, 1479, 90]
koida-cell: ୧୦.୦୦ A.M. bbox=[404, 1984, 479, 2042]
koida-row bbox=[205, 1868, 732, 1926]
election-body2: The Election will be held for 21 (Twenty one) nos. of members for the Committee from 21 Constituencies, one from each constituency. The detail programme will be published in due time. bbox=[1132, 1229, 1486, 1270]
jujomura-cell: ରାମପୁର bbox=[790, 2027, 876, 2042]
nischinta-cell: ୦୩।୦୬।୨୦୧୫ bbox=[801, 1625, 880, 1640]
koida-notice bbox=[196, 1356, 740, 2310]
nischinta-cell: ୦୨।୦୬।୨୦୧୫ bbox=[801, 1610, 880, 1625]
koida-cell: ୧୦.୦୦ A.M. bbox=[404, 1520, 479, 1578]
koida-cell: ୯ bbox=[205, 1926, 248, 1984]
koida-cell: ୩ bbox=[205, 1578, 248, 1636]
jujomura-cell: ୬ bbox=[755, 2102, 791, 2117]
